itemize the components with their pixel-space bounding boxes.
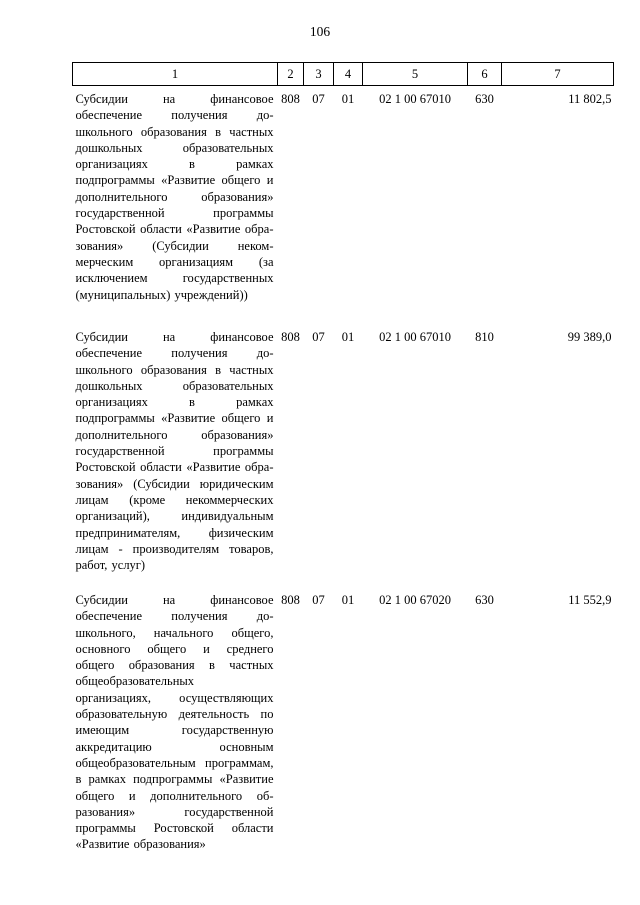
table-header-row [73, 63, 614, 86]
row-target-article: 02 1 00 67010 [379, 92, 451, 106]
row-description: Субсидии на финансовое обеспечение получения дошкольного образования в частных дошкольных образовательных организациях в рамках подпрограммы «Развитие общего и дополнительного образования» государственной программы Ростовской области «Развитие образования» (Субсидии некоммерческим организациям (за исключением государственных (муниципальных) учреждений)) [75, 92, 274, 302]
row-amount: 99 389,0 [567, 330, 612, 344]
column-header-5: 5 [363, 63, 468, 86]
row-expense-type: 630 [475, 593, 494, 607]
table-row [73, 587, 614, 853]
table-row [73, 324, 614, 587]
column-header-4: 4 [334, 63, 363, 86]
row-amount: 11 552,9 [568, 593, 612, 607]
column-header-2: 2 [278, 63, 304, 86]
row-description: Субсидии на финансовое обеспечение получения дошкольного образования в частных дошкольных образовательных организациях в рамках подпрограммы «Развитие общего и дополнительного образования» государственной программы Ростовской области «Развитие образования» (Субсидии юридическим лицам (кроме некоммерческих организаций), индивидуальным предпринимателям, физическим лицам - производителям товаров, работ, услуг) [75, 330, 274, 573]
row-expense-type: 810 [475, 330, 494, 344]
row-section-code: 07 [312, 593, 325, 607]
row-section-code: 07 [312, 92, 325, 106]
column-header-3: 3 [304, 63, 334, 86]
column-header-1: 1 [73, 63, 278, 86]
row-subsection-code: 01 [341, 92, 355, 106]
column-header-7: 7 [502, 63, 614, 86]
row-ministry-code: 808 [281, 593, 300, 607]
row-subsection-code: 01 [341, 330, 355, 344]
table-row [73, 86, 614, 325]
row-expense-type: 630 [475, 92, 494, 106]
row-target-article: 02 1 00 67020 [379, 593, 451, 607]
page-number: 106 [309, 24, 331, 39]
row-target-article: 02 1 00 67010 [379, 330, 451, 344]
row-amount: 11 802,5 [568, 92, 612, 106]
column-header-6: 6 [468, 63, 502, 86]
row-ministry-code: 808 [281, 92, 300, 106]
budget-table [72, 62, 614, 853]
row-section-code: 07 [312, 330, 325, 344]
row-ministry-code: 808 [281, 330, 300, 344]
row-description: Субсидии на финансовое обеспечение получения дошкольного, начального общего, основного общего и среднего общего образования в частных общеобразовательных организациях, осуществляющих образовательную деятельность по имеющим государственную аккредитацию основным общеобразовательным программам, в рамках подпрограммы «Развитие общего и дополнительного образования» государственной программы Ростовской области «Развитие образования» [75, 593, 274, 852]
row-subsection-code: 01 [341, 593, 355, 607]
